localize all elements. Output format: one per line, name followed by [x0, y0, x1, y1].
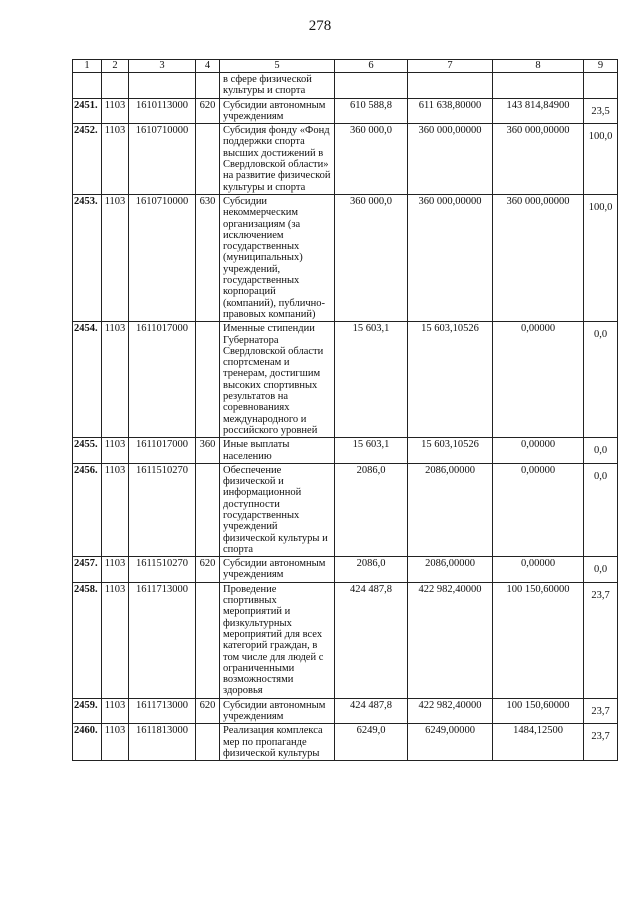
approved-amount: 2086,0	[335, 557, 408, 583]
section-code: 1103	[102, 322, 129, 438]
planned-amount: 360 000,00000	[408, 124, 493, 195]
executed-amount: 0,00000	[493, 438, 584, 464]
item-name: Именные стипендии Губернатора Свердловской области спортсменам и тренерам, достигшим высоких спортивных результатов на соревнованиях международного и российского уровней	[220, 322, 335, 438]
row-number	[73, 73, 102, 99]
target-article-code: 1611510270	[129, 463, 196, 556]
approved-amount: 2086,0	[335, 463, 408, 556]
target-article-code: 1610710000	[129, 194, 196, 321]
table-row	[73, 582, 618, 698]
execution-percent	[584, 582, 618, 698]
expense-type-code	[196, 322, 220, 438]
item-name: Субсидии автономным учреждениям	[220, 98, 335, 124]
planned-amount: 15 603,10526	[408, 322, 493, 438]
row-number: 2460.	[73, 724, 102, 761]
planned-amount	[408, 73, 493, 99]
row-number: 2454.	[73, 322, 102, 438]
planned-amount: 360 000,00000	[408, 194, 493, 321]
item-name: Субсидии некоммерческим организациям (за исключением государственных (муниципальных) учреждений, государственных корпораций (компаний), публично-правовых компаний)	[220, 194, 335, 321]
target-article-code: 1611510270	[129, 557, 196, 583]
item-name: Субсидия фонду «Фонд поддержки спорта высших достижений в Свердловской области» на развитие физической культуры и спорта	[220, 124, 335, 195]
executed-amount: 0,00000	[493, 557, 584, 583]
executed-amount	[493, 73, 584, 99]
approved-amount	[335, 73, 408, 99]
executed-amount: 1484,12500	[493, 724, 584, 761]
item-name: Иные выплаты населению	[220, 438, 335, 464]
row-number: 2459.	[73, 698, 102, 724]
section-code	[102, 73, 129, 99]
planned-amount: 2086,00000	[408, 557, 493, 583]
table-row	[73, 557, 618, 583]
column-number: 1	[73, 60, 102, 73]
table-row	[73, 98, 618, 124]
item-name: Субсидии автономным учреждениям	[220, 557, 335, 583]
approved-amount: 360 000,0	[335, 194, 408, 321]
item-name: Реализация комплекса мер по пропаганде физической культуры	[220, 724, 335, 761]
section-code: 1103	[102, 438, 129, 464]
execution-percent	[584, 322, 618, 438]
item-name: Проведение спортивных мероприятий и физкультурных мероприятий для всех категорий граждан, в том числе для людей с ограниченными возможностями здоровья	[220, 582, 335, 698]
row-number: 2451.	[73, 98, 102, 124]
section-code: 1103	[102, 582, 129, 698]
table-row	[73, 322, 618, 438]
column-number-row	[73, 60, 618, 73]
execution-percent	[584, 698, 618, 724]
column-number: 8	[493, 60, 584, 73]
target-article-code: 1611813000	[129, 724, 196, 761]
approved-amount: 15 603,1	[335, 322, 408, 438]
executed-amount: 143 814,84900	[493, 98, 584, 124]
table-row	[73, 194, 618, 321]
row-number: 2458.	[73, 582, 102, 698]
approved-amount: 610 588,8	[335, 98, 408, 124]
execution-percent-value: 0,0	[593, 329, 608, 341]
table-row	[73, 124, 618, 195]
section-code: 1103	[102, 557, 129, 583]
target-article-code: 1610710000	[129, 124, 196, 195]
target-article-code: 1611713000	[129, 582, 196, 698]
planned-amount: 611 638,80000	[408, 98, 493, 124]
target-article-code: 1611017000	[129, 438, 196, 464]
column-number: 4	[196, 60, 220, 73]
table-row	[73, 463, 618, 556]
section-code: 1103	[102, 463, 129, 556]
row-number: 2455.	[73, 438, 102, 464]
execution-percent-value: 0,0	[593, 564, 608, 576]
target-article-code: 1611017000	[129, 322, 196, 438]
execution-percent	[584, 98, 618, 124]
expense-type-code: 620	[196, 698, 220, 724]
expense-type-code: 630	[196, 194, 220, 321]
column-number: 9	[584, 60, 618, 73]
execution-percent-value: 23,5	[591, 105, 610, 117]
execution-percent	[584, 557, 618, 583]
budget-table	[72, 59, 618, 761]
execution-percent-value: 23,7	[591, 705, 610, 717]
row-number: 2452.	[73, 124, 102, 195]
approved-amount: 424 487,8	[335, 582, 408, 698]
planned-amount: 422 982,40000	[408, 698, 493, 724]
execution-percent-value: 23,7	[591, 731, 610, 743]
executed-amount: 0,00000	[493, 322, 584, 438]
section-code: 1103	[102, 194, 129, 321]
execution-percent	[584, 463, 618, 556]
table-row	[73, 73, 618, 99]
execution-percent	[584, 73, 618, 99]
item-name: в сфере физической культуры и спорта	[220, 73, 335, 99]
execution-percent	[584, 438, 618, 464]
table-row	[73, 698, 618, 724]
planned-amount: 422 982,40000	[408, 582, 493, 698]
table-body	[73, 60, 618, 761]
column-number: 5	[220, 60, 335, 73]
expense-type-code	[196, 724, 220, 761]
executed-amount: 0,00000	[493, 463, 584, 556]
execution-percent-value: 0,0	[593, 445, 608, 457]
execution-percent-value: 100,0	[588, 201, 613, 213]
expense-type-code	[196, 73, 220, 99]
row-number: 2457.	[73, 557, 102, 583]
section-code: 1103	[102, 124, 129, 195]
page-number: 278	[308, 18, 332, 34]
execution-percent	[584, 124, 618, 195]
section-code: 1103	[102, 724, 129, 761]
execution-percent-value: 23,7	[591, 589, 610, 601]
item-name: Субсидии автономным учреждениям	[220, 698, 335, 724]
execution-percent-value: 100,0	[588, 131, 613, 143]
column-number: 7	[408, 60, 493, 73]
approved-amount: 360 000,0	[335, 124, 408, 195]
row-number: 2453.	[73, 194, 102, 321]
planned-amount: 6249,00000	[408, 724, 493, 761]
column-number: 6	[335, 60, 408, 73]
approved-amount: 424 487,8	[335, 698, 408, 724]
target-article-code	[129, 73, 196, 99]
column-number: 3	[129, 60, 196, 73]
planned-amount: 2086,00000	[408, 463, 493, 556]
expense-type-code: 620	[196, 557, 220, 583]
item-name: Обеспечение физической и информационной доступности государственных учреждений физической культуры и спорта	[220, 463, 335, 556]
expense-type-code	[196, 463, 220, 556]
table-row	[73, 724, 618, 761]
expense-type-code: 360	[196, 438, 220, 464]
section-code: 1103	[102, 698, 129, 724]
expense-type-code	[196, 124, 220, 195]
executed-amount: 100 150,60000	[493, 582, 584, 698]
target-article-code: 1611713000	[129, 698, 196, 724]
execution-percent-value: 0,0	[593, 470, 608, 482]
target-article-code: 1610113000	[129, 98, 196, 124]
executed-amount: 100 150,60000	[493, 698, 584, 724]
planned-amount: 15 603,10526	[408, 438, 493, 464]
execution-percent	[584, 724, 618, 761]
approved-amount: 6249,0	[335, 724, 408, 761]
row-number: 2456.	[73, 463, 102, 556]
expense-type-code: 620	[196, 98, 220, 124]
executed-amount: 360 000,00000	[493, 124, 584, 195]
section-code: 1103	[102, 98, 129, 124]
expense-type-code	[196, 582, 220, 698]
table-row	[73, 438, 618, 464]
execution-percent	[584, 194, 618, 321]
executed-amount: 360 000,00000	[493, 194, 584, 321]
approved-amount: 15 603,1	[335, 438, 408, 464]
column-number: 2	[102, 60, 129, 73]
